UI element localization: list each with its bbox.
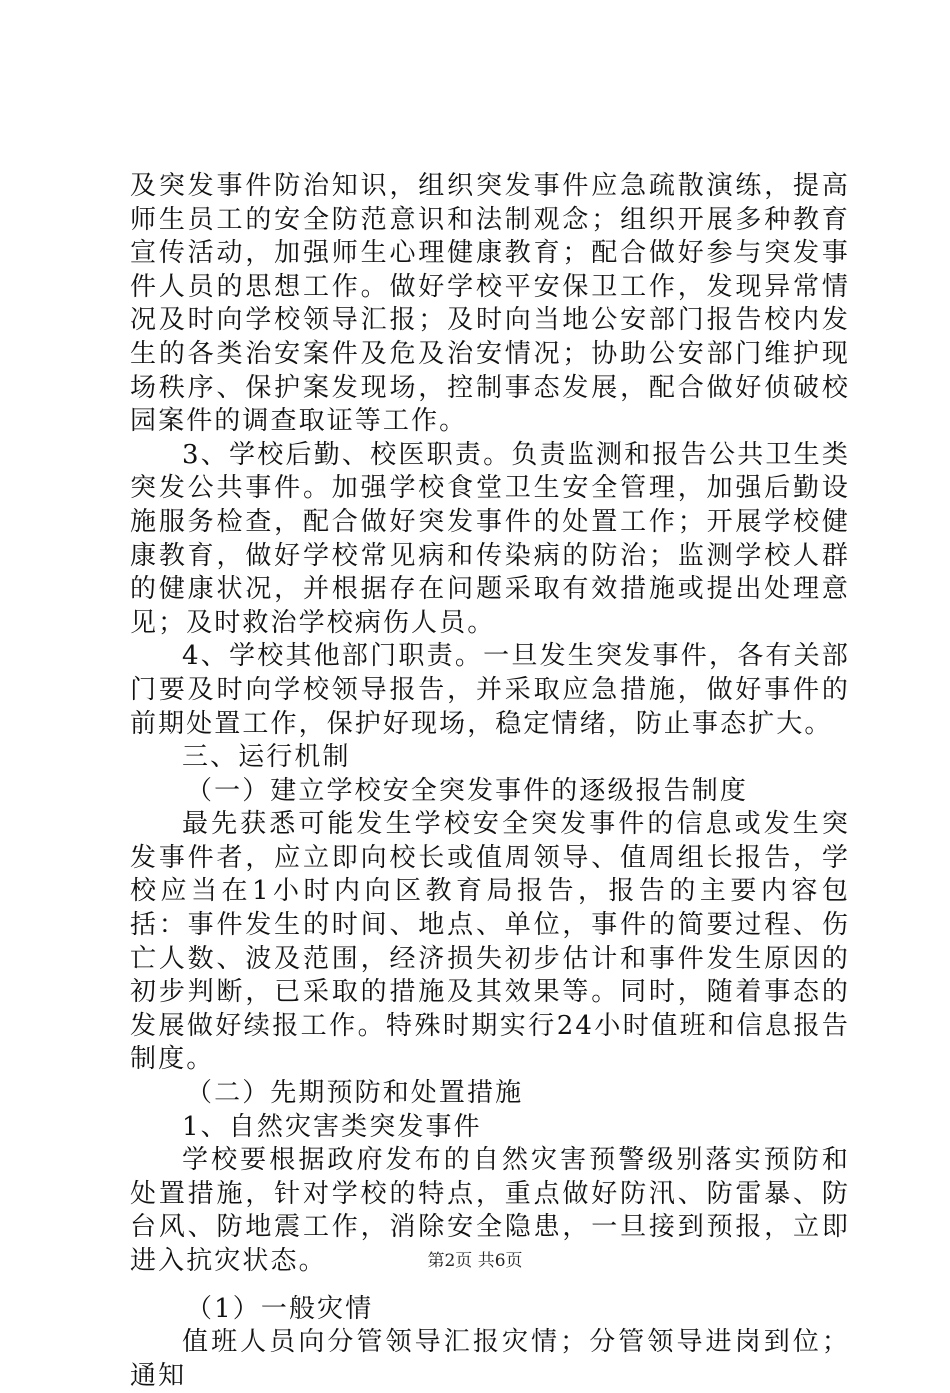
- document-body: [130, 170, 850, 1393]
- paragraph-natural-disasters: 学校要根据政府发布的自然灾害预警级别落实预防和处置措施，针对学校的特点，重点做好防汛、防雷暴、防台风、防地震工作，消除安全隐患，一旦接到预报，立即进入抗灾状态。: [130, 1145, 850, 1276]
- subheading-general-disaster: （1）一般灾情: [186, 1293, 374, 1324]
- subheading-reporting-system: （一）建立学校安全突发事件的逐级报告制度: [186, 775, 749, 806]
- subheading-prevention-measures: （二）先期预防和处置措施: [186, 1078, 524, 1109]
- heading-operation-mechanism: 三、运行机制: [182, 742, 351, 773]
- paragraph-general-disaster: 值班人员向分管领导汇报灾情；分管领导进岗到位；通知: [130, 1327, 850, 1391]
- subheading-natural-disasters: 1、自然灾害类突发事件: [182, 1111, 482, 1142]
- paragraph-continued: 及突发事件防治知识，组织突发事件应急疏散演练，提高师生员工的安全防范意识和法制观念；组织开展多种教育宣传活动，加强师生心理健康教育；配合做好参与突发事件人员的思想工作。做好学校平安保卫工作，发现异常情况及时向学校领导汇报；及时向当地公安部门报告校内发生的各类治安案件及危及治安情况；协助公安部门维护现场秩序、保护案发现场，控制事态发展，配合做好侦破校园案件的调查取证等工作。: [130, 171, 850, 437]
- paragraph-logistics-duties: 3、学校后勤、校医职责。负责监测和报告公共卫生类突发公共事件。加强学校食堂卫生安全管理，加强后勤设施服务检查，配合做好突发事件的处置工作；开展学校健康教育，做好学校常见病和传染病的防治；监测学校人群的健康状况，并根据存在问题采取有效措施或提出处理意见；及时救治学校病伤人员。: [130, 439, 850, 638]
- paragraph-other-departments: 4、学校其他部门职责。一旦发生突发事件，各有关部门要及时向学校领导报告，并采取应急措施，做好事件的前期处置工作，保护好现场，稳定情绪，防止事态扩大。: [130, 641, 850, 739]
- paragraph-reporting: 最先获悉可能发生学校安全突发事件的信息或发生突发事件者，应立即向校长或值周领导、值周组长报告，学校应当在1小时内向区教育局报告，报告的主要内容包括：事件发生的时间、地点、单位，事件的简要过程、伤亡人数、波及范围，经济损失初步估计和事件发生原因的初步判断，已采取的措施及其效果等。同时，随着事态的发展做好续报工作。特殊时期实行24小时值班和信息报告制度。: [130, 809, 850, 1075]
- page-footer: 第2页 共6页: [427, 1251, 523, 1271]
